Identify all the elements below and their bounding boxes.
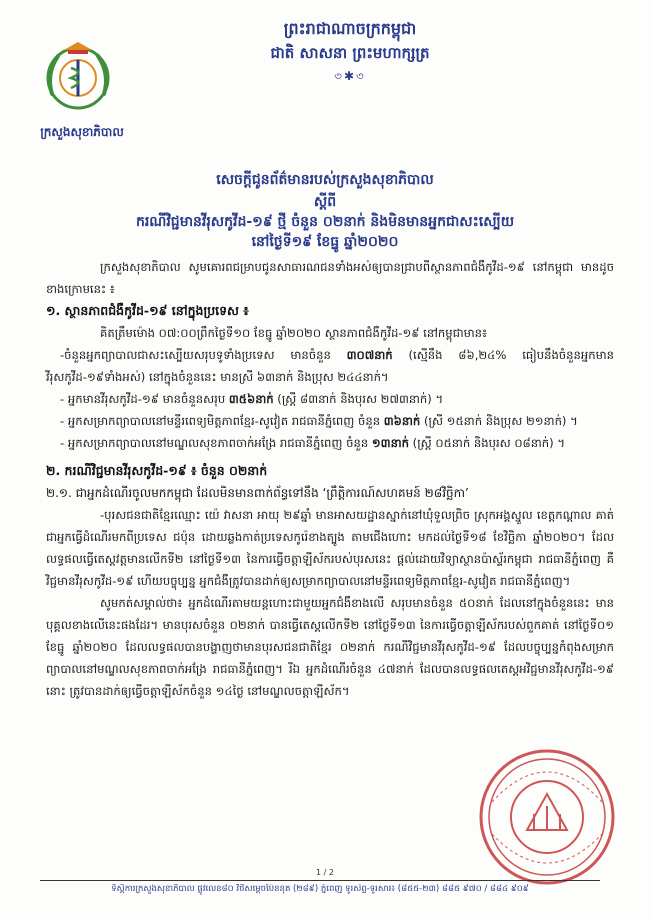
note-paragraph: សូមកត់សម្គាល់ថា៖ អ្នកដំណើរតាមយន្តហោះជាមួយអ្នកជំងឺខាងលើ សរុបមានចំនួន ៥០នាក់ ដែលនៅក្នុងចំនួននេះ មានបុគ្គលខាងលើនេះផងដែរ។ មានបុរសចំនួន ០២នាក់ បានធ្វើតេស្តលើកទី២ នៅថ្ងៃទី១៣ នៃការធ្វើចត្តាឡីស័ករបស់ពួកគាត់ នៅថ្ងៃទី០១ ខែធ្នូ ឆ្នាំ២០២០ ដែលលទ្ធផលបានបង្ហាញថាមានបុរសជនជាតិខ្មែរ ០២នាក់ ករណីវិជ្ជមានវីរុសកូវីដ-១៩ ដែលបច្ចុប្បន្នកំពុងសម្រាកព្យាបាលនៅមណ្ឌលសុខភាពចាក់អង្រែ រាជធានីភ្នំពេញ។ រីឯ អ្នកដំណើរចំនួន ៤៧នាក់ ដែលបានលទ្ធផលតេស្តអវិជ្ជមានវីរុសកូវីដ-១៩ នោះ ត្រូវបានដាក់ឲ្យធ្វើចត្តាឡីស័កចំនួន ១៤ថ្ងៃ នៅមណ្ឌលចត្តាឡីស័ក។	[46, 596, 614, 698]
recovered-bullet	[46, 344, 614, 388]
ministry-logo-icon	[38, 38, 118, 118]
ministry-name: ក្រសួងសុខាភិបាល	[40, 125, 124, 139]
page-number: 1 / 2	[316, 868, 334, 877]
hospital-text: - អ្នកសម្រាកព្យាបាលនៅមន្ទីរពេទ្យមិត្តភាពខ្មែរ-សូវៀត រាជធានីភ្នំពេញ ចំនួន	[60, 414, 384, 428]
hospital-bullet	[46, 410, 614, 432]
section-2-heading: ២. ករណីវិជ្ជមានវីរុសកូវីដ-១៩ ៖ ចំនួន ០២នាក់	[46, 463, 268, 478]
footer-divider	[40, 880, 600, 881]
kingdom-title: ព្រះរាជាណាចក្រកម្ពុជា	[283, 19, 417, 38]
recovered-detail: (ស្មើនឹង ៨៦,២៤% ធៀបនឹងចំនួនអ្នកមានវីរុសកូវីដ-១៩ទាំងអស់) នៅក្នុងចំនួននេះ មានស្រី ៦៣នាក់ និងប្រុស ២៤៤នាក់។	[46, 348, 614, 384]
section-2-1-heading: ២.១. ជាអ្នកដំណើរចូលមកកម្ពុជា ដែលមិនមានពាក់ព័ន្ធទៅនឹង ‘ព្រឹត្តិការណ៍សហគមន៍ ២៨វិច្ឆិកា’	[46, 486, 469, 500]
case-paragraph: -បុរសជនជាតិខ្មែរឈ្មោះ យ៉េ វាសនា អាយុ ២៩ឆ្នាំ មានអាសយដ្ឋានស្នាក់នៅឃុំទួលព្រិច ស្រុកអង្គស្នួល ខេត្តកណ្ដាល គាត់ជាអ្នកធ្វើដំណើរមកពីប្រទេស ជប៉ុន ដោយឆ្លងកាត់ប្រទេសកូរ៉េខាងត្បូង តាមជើងហោះ មកដល់ថ្ងៃទី១៨ ខែវិច្ឆិកា ឆ្នាំ២០២០។ ដែលលទ្ធផលធ្វើតេស្តវត្តមានលើកទី២ នៅថ្ងៃទី១៣ នៃការធ្វើចត្តាឡីស័ករបស់បុរសនេះ ផ្ដល់ដោយវិទ្យាស្ថានប៉ាស្ទ័រកម្ពុជា រាជធានីភ្នំពេញ គឺ វិជ្ជមានវីរុសកូវីដ-១៩ ហើយបច្ចុប្បន្ន អ្នកជំងឺត្រូវបានដាក់ឲ្យសម្រាកព្យាបាលនៅមន្ទីរពេទ្យមិត្តភាពខ្មែរ-សូវៀត រាជធានីភ្នំពេញ។	[46, 508, 614, 588]
section-1-status: គិតត្រឹមម៉ោង ០៧:០០ព្រឹកថ្ងៃទី១០ ខែធ្នូ ឆ្នាំ២០២០ ស្ថានភាពជំងឺកូវីដ-១៩ នៅកម្ពុជាមាន៖	[100, 326, 488, 340]
press-release-title: សេចក្ដីជូនព័ត៌មានរបស់ក្រសួងសុខាភិបាល	[216, 172, 434, 188]
health-center-count: ១៣នាក់	[371, 436, 409, 450]
title-date: នៅថ្ងៃទី១៩ ខែធ្នូ ឆ្នាំ២០២០	[251, 234, 399, 250]
title-subject: ករណីវិជ្ជមានវីរុសកូវីដ-១៩ ថ្មី ចំនួន ០២នាក់ និងមិនមានអ្នកជាសះស្បើយ	[135, 214, 515, 230]
title-regarding: ស្ដីពី	[313, 194, 337, 210]
hospital-count: ៣៦នាក់	[383, 414, 421, 428]
total-cases-detail: (ស្ត្រី ៨៣នាក់ និងបុរស ២៧៣នាក់) ។	[273, 392, 444, 406]
official-seal-icon	[472, 742, 622, 892]
national-motto: ជាតិ សាសនា ព្រះមហាក្សត្រ	[270, 44, 430, 62]
header-ornament: ৩✱৩	[334, 69, 366, 83]
intro-paragraph: ក្រសួងសុខាភិបាល សូមគោរពជម្រាបជូនសាធារណជនទាំងអស់ឲ្យបានជ្រាបពីស្ថានភាពជំងឺកូវីដ-១៩ នៅកម្ពុជា មានដូចខាងក្រោមនេះ ៖	[46, 260, 614, 296]
hospital-detail: (ស្រី ១៥នាក់ និងប្រុស ២១នាក់) ។	[420, 414, 578, 428]
total-cases-count: ៣៥៦នាក់	[228, 392, 274, 406]
health-center-text: - អ្នកសម្រាកព្យាបាលនៅមណ្ឌលសុខភាពចាក់អង្រែ រាជធានីភ្នំពេញ ចំនួន	[60, 436, 372, 450]
total-cases-bullet	[46, 388, 614, 410]
recovered-count: ៣០៧នាក់	[346, 348, 393, 362]
document-body	[46, 256, 614, 702]
total-cases-text: - អ្នកមានវីរុសកូវីដ-១៩ មានចំនួនសរុប	[60, 392, 229, 406]
recovered-text: -ចំនួនអ្នកព្យាបាលជាសះស្បើយសរុបទូទាំងប្រទេស មានចំនួន	[60, 348, 347, 362]
health-center-bullet	[46, 432, 614, 454]
section-1-heading: ១. ស្ថានភាពជំងឺកូវីដ-១៩ នៅក្នុងប្រទេស ៖	[46, 303, 249, 318]
footer-address: ទីស្ដីការក្រសួងសុខាភិបាល ផ្លូវលេខ៨០ វិថីសម្ដេចប៉ែននុត (២៨៩) ភ្នំពេញ ទូរស័ព្ទ-ទូរសារ៖ (៨៥៥-២៣) ៨៨៥ ៩៧០ / ៨៨៤ ៩០៩	[111, 884, 529, 894]
health-center-detail: (ស្ត្រី ០៥នាក់ និងបុរស ០៨នាក់) ។	[408, 436, 566, 450]
